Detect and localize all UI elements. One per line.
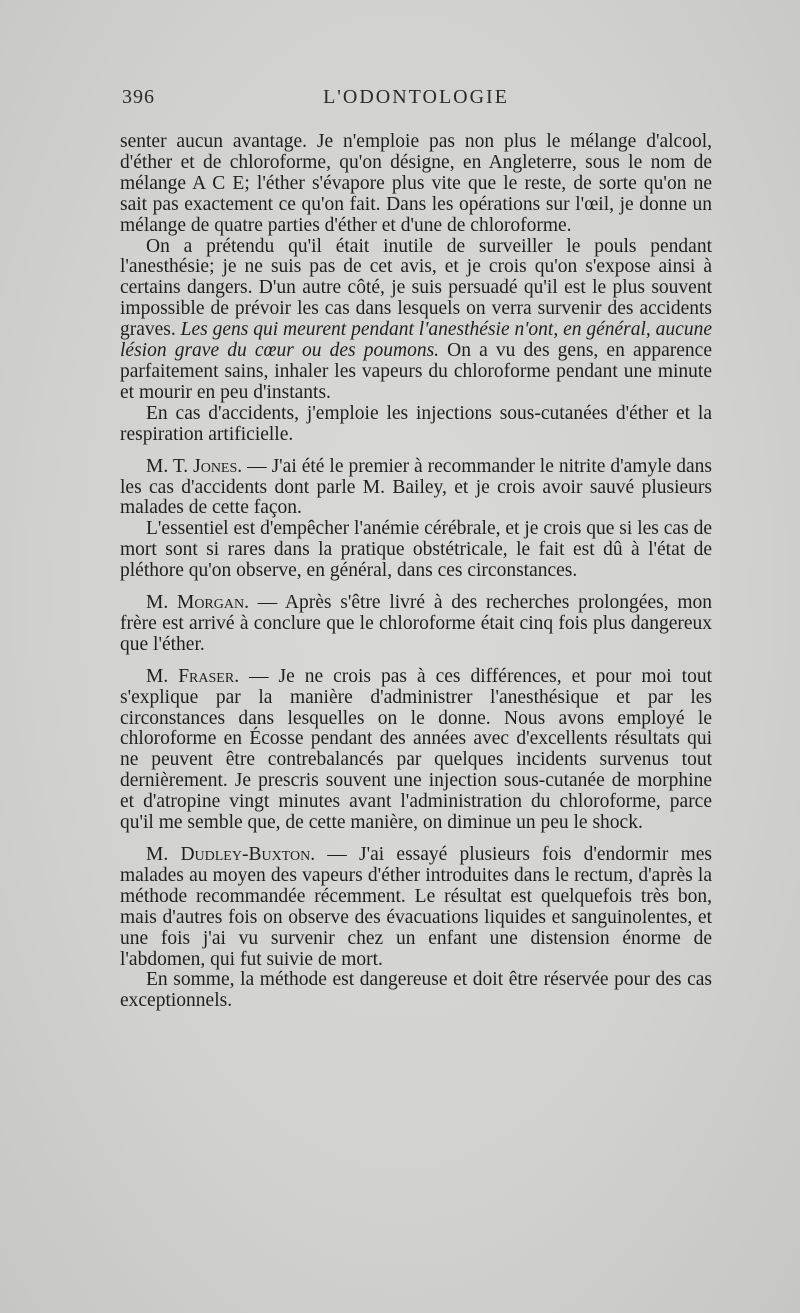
- paragraph-text: senter aucun avantage. Je n'emploie pas non plus le mélange d'alcool, d'éther et de chloroforme, qu'on désigne, en Angleterre, sous le nom de mélange A C E; l'éther s'évapore plus vite que le reste, de sorte qu'on ne sait pas exactement ce qu'on fait. Dans les opérations sur l'œil, je donne un mélange de quatre parties d'éther et d'une de chloroforme.: [120, 131, 712, 236]
- italic-emphasis: Les gens qui meurent pendant l'anesthésie n'ont, en général, aucune lésion grave du cœur ou des poumons.: [120, 319, 712, 362]
- paragraph: [120, 519, 712, 582]
- paragraph: [120, 404, 712, 446]
- speaker-name: Dudley-Buxton: [180, 844, 311, 865]
- speech-text: . — Après s'être livré à des recherches prolongées, mon frère est arrivé à conclure que le chloroforme était cinq fois plus dangereux que l'éther.: [120, 592, 713, 655]
- paragraph: [120, 237, 712, 404]
- paragraph-text: En cas d'accidents, j'emploie les injections sous-cutanées d'éther et la respiration artificielle.: [120, 402, 712, 445]
- paragraph-text: On a vu des gens, en apparence parfaitement sains, inhaler les vapeurs du chloroforme pendant une minute et mourir en peu d'instants.: [120, 340, 712, 403]
- speaker-name: Jones: [193, 455, 238, 477]
- paragraph-text: On a prétendu qu'il était inutile de surveiller le pouls pendant l'anesthésie; je ne suis pas de cet avis, et je crois qu'on s'expose ainsi à certains dangers. D'un autre côté, je suis persuadé qu'il est le plus souvent impossible de prévoir les cas dans lesquels on verra survenir des accidents graves.: [120, 235, 712, 341]
- speaker-title: M.: [146, 665, 179, 687]
- paragraph: [120, 970, 712, 1012]
- running-title: L'ODONTOLOGIE: [323, 86, 509, 108]
- speaker-name: Fraser: [178, 665, 235, 687]
- speech-text: . — J'ai été le premier à recommander le nitrite d'amyle dans les cas d'accidents dont parle M. Bailey, et je crois avoir sauvé plusieurs malades de cette façon.: [120, 455, 712, 519]
- speech-text: . — Je ne crois pas à ces différences, et pour moi tout s'explique par la manière d'administrer l'anesthésique et par les circonstances dans lesquelles on le donne. Nous avons employé le chloroforme en Écosse pendant des années avec d'excellents résultats qui ne peuvent être contrebalancés par quelques incidents survenus tout dernièrement. Je prescris souvent une injection sous-cutanée de morphine et d'atropine vingt minutes avant l'administration du chloroforme, parce qu'il me semble que, de cette manière, on diminue un peu le shock.: [120, 665, 713, 834]
- paragraph-text: L'essentiel est d'empêcher l'anémie cérébrale, et je crois que si les cas de mort sont si rares dans la pratique obstétricale, le fait est dû à l'état de pléthore qu'on observe, en général, dans ces circonstances.: [120, 518, 712, 582]
- paragraph-text: En somme, la méthode est dangereuse et doit être réservée pour des cas exceptionnels.: [120, 969, 712, 1012]
- paragraph-continuation: [120, 132, 712, 237]
- page-number: 396: [122, 86, 155, 108]
- speaker-title: M.: [146, 844, 181, 865]
- speaker-title: M.: [146, 592, 177, 614]
- speech-text: . — J'ai essayé plusieurs fois d'endormir mes malades au moyen des vapeurs d'éther introduites dans le rectum, d'après la méthode recommandée récemment. Le résultat est quelquefois très bon, mais d'autres fois on observe des évacuations liquides et sanguinolentes, et une fois j'ai vu survenir chez un enfant une distension énorme de l'abdomen, qui fut suivie de mort.: [120, 844, 712, 970]
- speech-morgan: [120, 593, 712, 656]
- page-header: [120, 86, 712, 112]
- speech-jones: [120, 457, 712, 520]
- speech-fraser: [120, 667, 712, 834]
- speaker-title: M. T.: [146, 455, 194, 477]
- speaker-name: Morgan: [176, 592, 245, 614]
- speech-dudley-buxton: [120, 845, 712, 970]
- page-body: [120, 132, 712, 1012]
